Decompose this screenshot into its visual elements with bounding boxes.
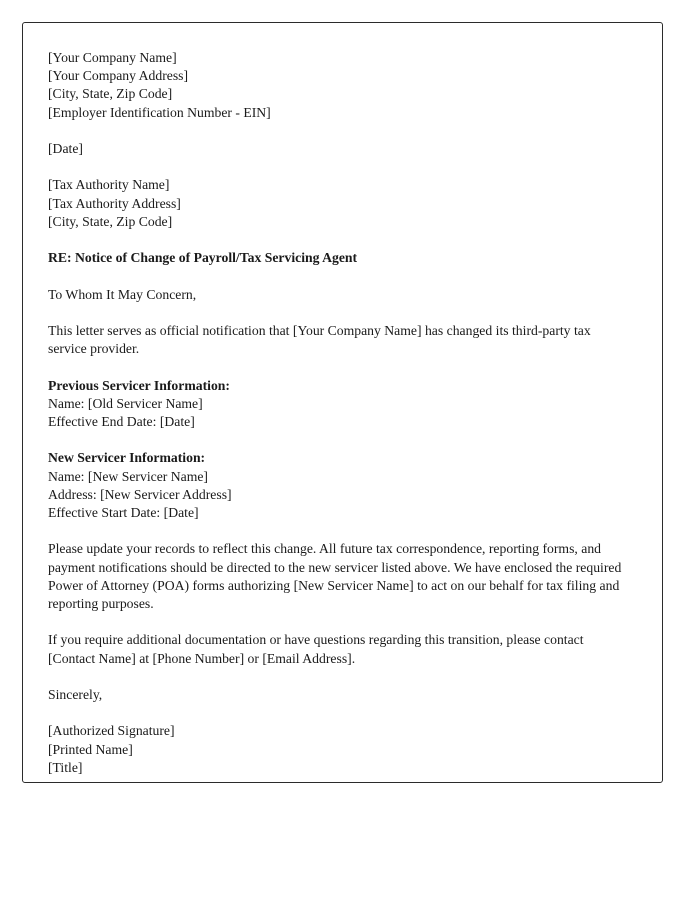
printed-name-placeholder: [Printed Name] [48, 741, 133, 757]
closing-block [48, 686, 628, 704]
sender-address-block [48, 49, 628, 122]
previous-servicer-name: Name: [Old Servicer Name] [48, 395, 203, 411]
closing-salutation: Sincerely, [48, 686, 103, 702]
date-block [48, 140, 628, 158]
previous-servicer-end-date: Effective End Date: [Date] [48, 413, 195, 429]
recipient-authority-address: [Tax Authority Address] [48, 195, 181, 211]
recipient-authority-name: [Tax Authority Name] [48, 177, 170, 193]
instructions-paragraph: Please update your records to reflect this change. All future tax correspondence, reporting forms, and payment notifications should be directed to the new servicer listed above. We have enclosed the required Power of Attorney (POA) forms authorizing [New Servicer Name] to act on our behalf for tax filing and reporting purposes. [48, 541, 622, 611]
new-servicer-address: Address: [New Servicer Address] [48, 486, 232, 502]
recipient-address-block [48, 176, 628, 231]
previous-servicer-heading: Previous Servicer Information: [48, 377, 230, 393]
subject-line: RE: Notice of Change of Payroll/Tax Servicing Agent [48, 250, 358, 266]
sender-company-address: [Your Company Address] [48, 68, 189, 84]
signature-block [48, 722, 628, 777]
letter-page-frame [22, 22, 663, 783]
contact-paragraph: If you require additional documentation or have questions regarding this transition, please contact [Contact Name] at [Phone Number] or [Email Address]. [48, 632, 584, 666]
sender-city-state-zip: [City, State, Zip Code] [48, 86, 173, 102]
salutation: To Whom It May Concern, [48, 286, 197, 302]
new-servicer-section [48, 449, 628, 522]
subject-line-block [48, 249, 628, 267]
new-servicer-name: Name: [New Servicer Name] [48, 468, 208, 484]
recipient-city-state-zip: [City, State, Zip Code] [48, 213, 173, 229]
sender-company-name: [Your Company Name] [48, 50, 177, 65]
letter-body [23, 23, 662, 777]
intro-paragraph: This letter serves as official notification that [Your Company Name] has changed its third-party tax service provider. [48, 322, 591, 357]
sender-ein: [Employer Identification Number - EIN] [48, 104, 271, 120]
new-servicer-start-date: Effective Start Date: [Date] [48, 504, 199, 520]
authorized-signature-placeholder: [Authorized Signature] [48, 723, 175, 739]
letter-date: [Date] [48, 141, 83, 156]
new-servicer-heading: New Servicer Information: [48, 450, 206, 466]
previous-servicer-section [48, 377, 628, 432]
title-placeholder: [Title] [48, 759, 83, 775]
salutation-block [48, 286, 628, 304]
